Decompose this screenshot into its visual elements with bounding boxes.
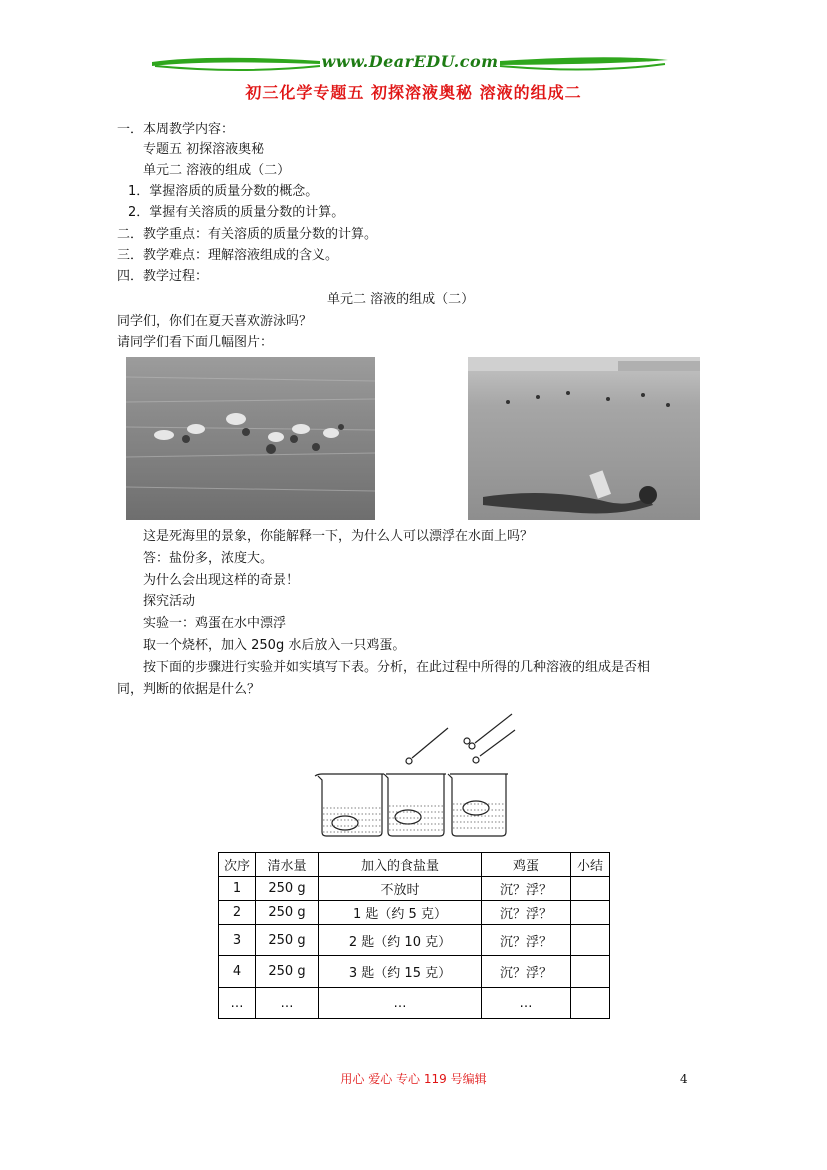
header-cell: 次序 [219, 853, 256, 877]
table-cell: 3 匙（约 15 克） [319, 956, 482, 988]
paragraph-7: 按下面的步骤进行实验并如实填写下表。分析，在此过程中所得的几种溶液的组成是否相 [143, 660, 651, 675]
table-cell: 2 [219, 901, 256, 925]
table-cell: 250 g [256, 877, 319, 901]
section-4: 四．教学过程： [117, 269, 209, 284]
table-cell: 不放时 [319, 877, 482, 901]
dead-sea-photo-2 [468, 357, 700, 520]
footer-text: 用心 爱心 专心 119 号编辑 [340, 1072, 487, 1086]
section-1-topic: 专题五 初探溶液奥秘 [143, 142, 265, 157]
site-header [150, 52, 670, 76]
table-cell: 1 匙（约 5 克） [319, 901, 482, 925]
question-2: 请同学们看下面几幅图片： [117, 335, 274, 350]
paragraph-1: 这是死海里的景象，你能解释一下，为什么人可以漂浮在水面上吗？ [143, 529, 534, 544]
table-cell: 1 [219, 877, 256, 901]
table-cell [571, 988, 610, 1019]
table-row [219, 925, 610, 956]
paragraph-6: 取一个烧杯，加入 250g 水后放入一只鸡蛋。 [143, 638, 406, 653]
table-row [219, 877, 610, 901]
section-3: 三．教学难点：理解溶液组成的含义。 [117, 248, 339, 263]
dead-sea-photo-icon [468, 357, 700, 520]
header-cell: 鸡蛋 [482, 853, 571, 877]
table-cell [571, 877, 610, 901]
table-cell [571, 956, 610, 988]
subheading: 单元二 溶液的组成（二） [327, 292, 475, 307]
table-row [219, 901, 610, 925]
table-row [219, 988, 610, 1019]
table-cell: 沉？浮？ [482, 956, 571, 988]
table-cell: 4 [219, 956, 256, 988]
dead-sea-photo-icon [126, 357, 375, 520]
header-cell: 清水量 [256, 853, 319, 877]
header-cell: 小结 [571, 853, 610, 877]
table-cell: 250 g [256, 956, 319, 988]
section-1-item-1: 1．掌握溶质的质量分数的概念。 [128, 184, 319, 199]
table-cell: 沉？浮？ [482, 901, 571, 925]
section-1-unit: 单元二 溶液的组成（二） [143, 163, 291, 178]
section-1: 一．本周教学内容： [117, 122, 235, 137]
table-cell: … [482, 988, 571, 1019]
table-row [219, 956, 610, 988]
page-number: 4 [680, 1072, 688, 1086]
paragraph-5: 实验一：鸡蛋在水中漂浮 [143, 616, 287, 631]
table-cell: 沉？浮？ [482, 877, 571, 901]
paragraph-2: 答：盐份多，浓度大。 [143, 551, 274, 566]
table-cell [571, 925, 610, 956]
beaker-illustration-icon [300, 708, 530, 844]
table-cell: … [219, 988, 256, 1019]
table-cell: 2 匙（约 10 克） [319, 925, 482, 956]
table-cell: … [256, 988, 319, 1019]
paragraph-8: 同，判断的依据是什么？ [117, 682, 261, 697]
site-name[interactable]: www.DearEDU.com [321, 52, 499, 71]
question-1: 同学们，你们在夏天喜欢游泳吗？ [117, 314, 313, 329]
table-cell: 250 g [256, 925, 319, 956]
table-cell [571, 901, 610, 925]
paragraph-3: 为什么会出现这样的奇景！ [143, 573, 300, 588]
header-cell: 加入的食盐量 [319, 853, 482, 877]
table-cell: … [319, 988, 482, 1019]
section-1-item-2: 2．掌握有关溶质的质量分数的计算。 [128, 205, 345, 220]
section-2: 二．教学重点：有关溶质的质量分数的计算。 [117, 227, 378, 242]
table-cell: 3 [219, 925, 256, 956]
experiment-table [218, 852, 610, 1019]
table-header-row [219, 853, 610, 877]
table-cell: 250 g [256, 901, 319, 925]
paragraph-4: 探究活动 [143, 594, 196, 609]
dead-sea-photo-1 [126, 357, 375, 520]
page-title: 初三化学专题五 初探溶液奥秘 溶液的组成二 [245, 83, 582, 102]
table-cell: 沉？浮？ [482, 925, 571, 956]
